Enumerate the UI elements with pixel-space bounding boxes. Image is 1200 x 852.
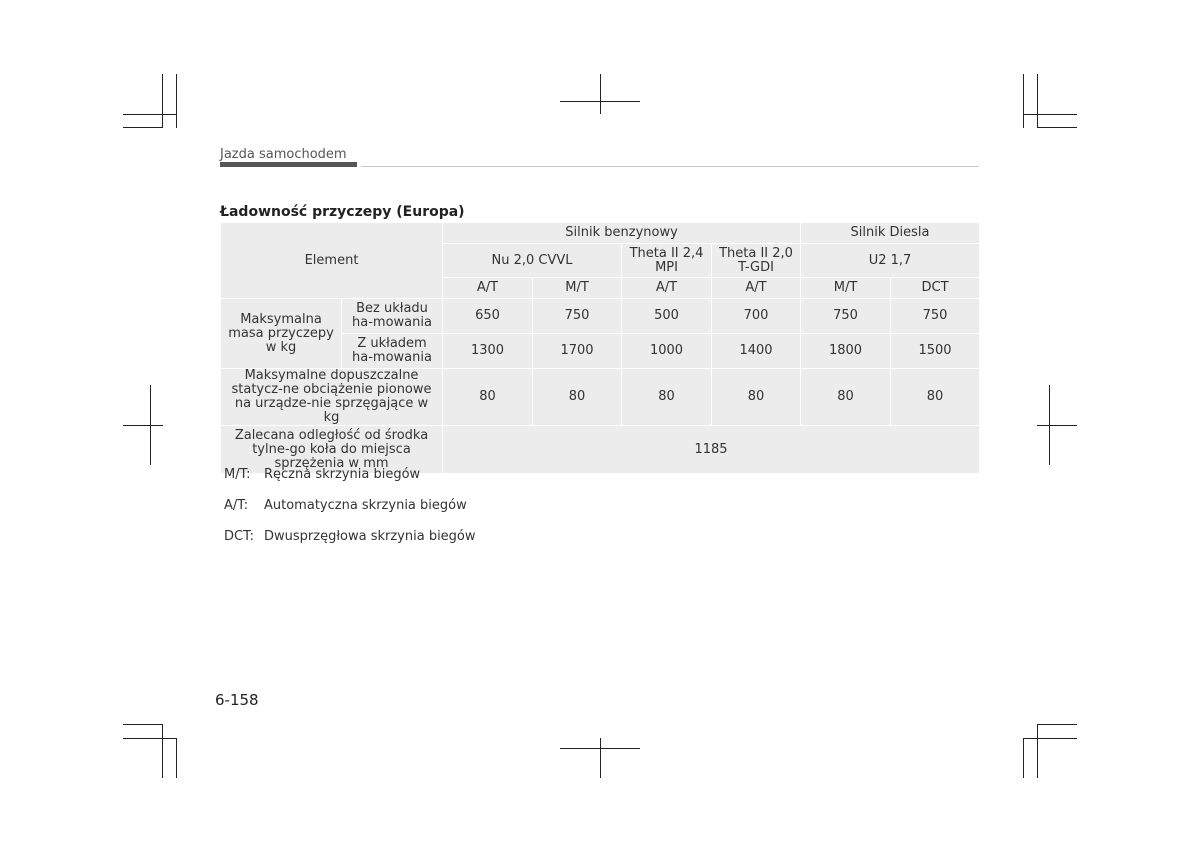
registration-mark (123, 425, 163, 426)
table-cell: 80 (712, 369, 801, 426)
crop-mark (176, 738, 177, 778)
engine-header: U2 1,7 (801, 244, 980, 278)
petrol-engine-header: Silnik benzynowy (443, 223, 801, 244)
legend-item (224, 498, 467, 513)
transmission-header: A/T (712, 278, 801, 299)
table-cell: 80 (622, 369, 712, 426)
legend-text: Ręczna skrzynia biegów (264, 467, 421, 482)
engine-header: Theta II 2,4 MPI (622, 244, 712, 278)
crop-mark (1023, 738, 1077, 739)
transmission-header: M/T (533, 278, 622, 299)
table-cell: 80 (533, 369, 622, 426)
legend-abbr: A/T: (224, 498, 249, 513)
table-cell: 750 (891, 299, 980, 334)
legend-item (224, 529, 476, 544)
crop-mark (162, 74, 163, 128)
row-label: Z układem ha-mowania (342, 334, 443, 369)
table-cell: 650 (443, 299, 533, 334)
legend-abbr: DCT: (224, 529, 254, 544)
table-row (221, 299, 980, 334)
table-cell: 80 (801, 369, 891, 426)
table-cell: 1185 (443, 426, 980, 474)
table-cell: 700 (712, 299, 801, 334)
table-cell: 500 (622, 299, 712, 334)
table-cell: 1700 (533, 334, 622, 369)
legend-text: Automatyczna skrzynia biegów (264, 498, 467, 513)
registration-mark (600, 738, 601, 778)
crop-mark (162, 724, 163, 778)
transmission-header: M/T (801, 278, 891, 299)
crop-mark (1023, 114, 1077, 115)
engine-header: Theta II 2,0 T-GDI (712, 244, 801, 278)
row-label: Bez układu ha-mowania (342, 299, 443, 334)
crop-mark (1037, 127, 1077, 128)
crop-mark (1023, 74, 1024, 128)
crop-mark (123, 114, 176, 115)
table-cell: 1000 (622, 334, 712, 369)
crop-mark (1023, 738, 1024, 778)
diesel-engine-header: Silnik Diesla (801, 223, 980, 244)
table-cell: 1400 (712, 334, 801, 369)
legend-abbr: M/T: (224, 467, 251, 482)
page-number: 6-158 (215, 691, 259, 709)
crop-mark (123, 127, 163, 128)
element-header: Element (221, 223, 443, 299)
legend-item (224, 467, 420, 482)
transmission-header: DCT (891, 278, 980, 299)
crop-mark (176, 74, 177, 128)
section-label: Jazda samochodem (220, 147, 347, 162)
engine-header: Nu 2,0 CVVL (443, 244, 622, 278)
legend-text: Dwusprzęgłowa skrzynia biegów (264, 529, 476, 544)
table-cell: 750 (801, 299, 891, 334)
registration-mark (600, 74, 601, 114)
table-cell: 750 (533, 299, 622, 334)
transmission-header: A/T (443, 278, 533, 299)
table-row (221, 369, 980, 426)
header-rule (361, 166, 979, 167)
row-label: Maksymalne dopuszczalne statycz-ne obciążenie pionowe na urządze-nie sprzęgające w kg (221, 369, 443, 426)
table-title: Ładowność przyczepy (Europa) (220, 204, 465, 220)
registration-mark (560, 748, 640, 749)
trailer-load-table (220, 222, 980, 474)
crop-mark (123, 738, 176, 739)
registration-mark (560, 101, 640, 102)
table-cell: 80 (443, 369, 533, 426)
crop-mark (1037, 74, 1038, 128)
table-cell: 1300 (443, 334, 533, 369)
max-mass-label: Maksymalna masa przyczepy w kg (221, 299, 342, 369)
crop-mark (1037, 724, 1077, 725)
section-bar (220, 162, 357, 167)
table-cell: 1500 (891, 334, 980, 369)
table-cell: 80 (891, 369, 980, 426)
table-cell: 1800 (801, 334, 891, 369)
registration-mark (1037, 425, 1077, 426)
transmission-header: A/T (622, 278, 712, 299)
crop-mark (123, 724, 163, 725)
row-label: Zalecana odległość od środka tylne-go koła do miejsca sprzężenia w mm (221, 426, 443, 474)
crop-mark (1037, 724, 1038, 778)
